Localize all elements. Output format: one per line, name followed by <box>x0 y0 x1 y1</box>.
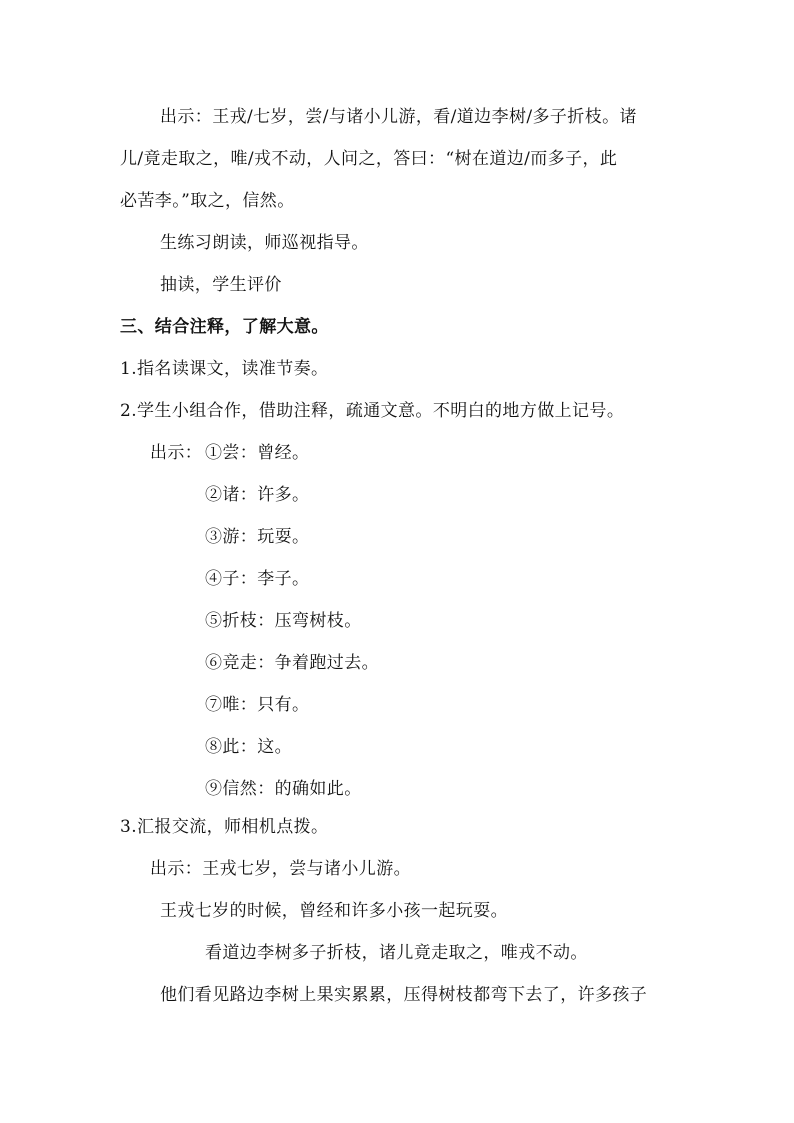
note-item: ③游：玩耍。 <box>205 527 310 547</box>
step-3: 3.汇报交流，师相机点拨。 <box>120 817 329 837</box>
note-item: ④子：李子。 <box>205 569 310 589</box>
evaluate-line: 抽读，学生评价 <box>160 275 282 295</box>
original-line-2: 看道边李树多子折枝，诸儿竟走取之，唯戎不动。 <box>205 943 588 963</box>
section-heading: 三、结合注释，了解大意。 <box>120 317 329 337</box>
step-1: 1.指名读课文，读准节奏。 <box>120 359 329 379</box>
notes-prefix: 出示： <box>150 443 203 463</box>
note-item: ①尝：曾经。 <box>205 443 310 463</box>
paragraph-line-2: 儿/竟走取之，唯/戎不动，人问之，答曰：“树在道边/而多子，此 <box>120 149 618 169</box>
note-item: ⑨信然：的确如此。 <box>205 779 362 799</box>
paragraph-line-3: 必苦李。”取之，信然。 <box>120 191 295 211</box>
translation-line-2: 他们看见路边李树上果实累累，压得树枝都弯下去了，许多孩子 <box>160 985 648 1005</box>
show-line: 出示：王戎七岁，尝与诸小儿游。 <box>150 859 411 879</box>
practice-line: 生练习朗读，师巡视指导。 <box>160 233 369 253</box>
translation-line-1: 王戎七岁的时候，曾经和许多小孩一起玩耍。 <box>160 901 508 921</box>
note-item: ⑧此：这。 <box>205 737 292 757</box>
note-item: ⑤折枝：压弯树枝。 <box>205 611 362 631</box>
note-item: ⑥竞走：争着跑过去。 <box>205 653 379 673</box>
note-item: ②诸：许多。 <box>205 485 310 505</box>
step-2: 2.学生小组合作，借助注释，疏通文意。不明白的地方做上记号。 <box>120 401 625 421</box>
paragraph-line-1: 出示：王戎/七岁，尝/与诸小儿游，看/道边李树/多子折枝。诸 <box>160 107 637 127</box>
note-item: ⑦唯：只有。 <box>205 695 310 715</box>
